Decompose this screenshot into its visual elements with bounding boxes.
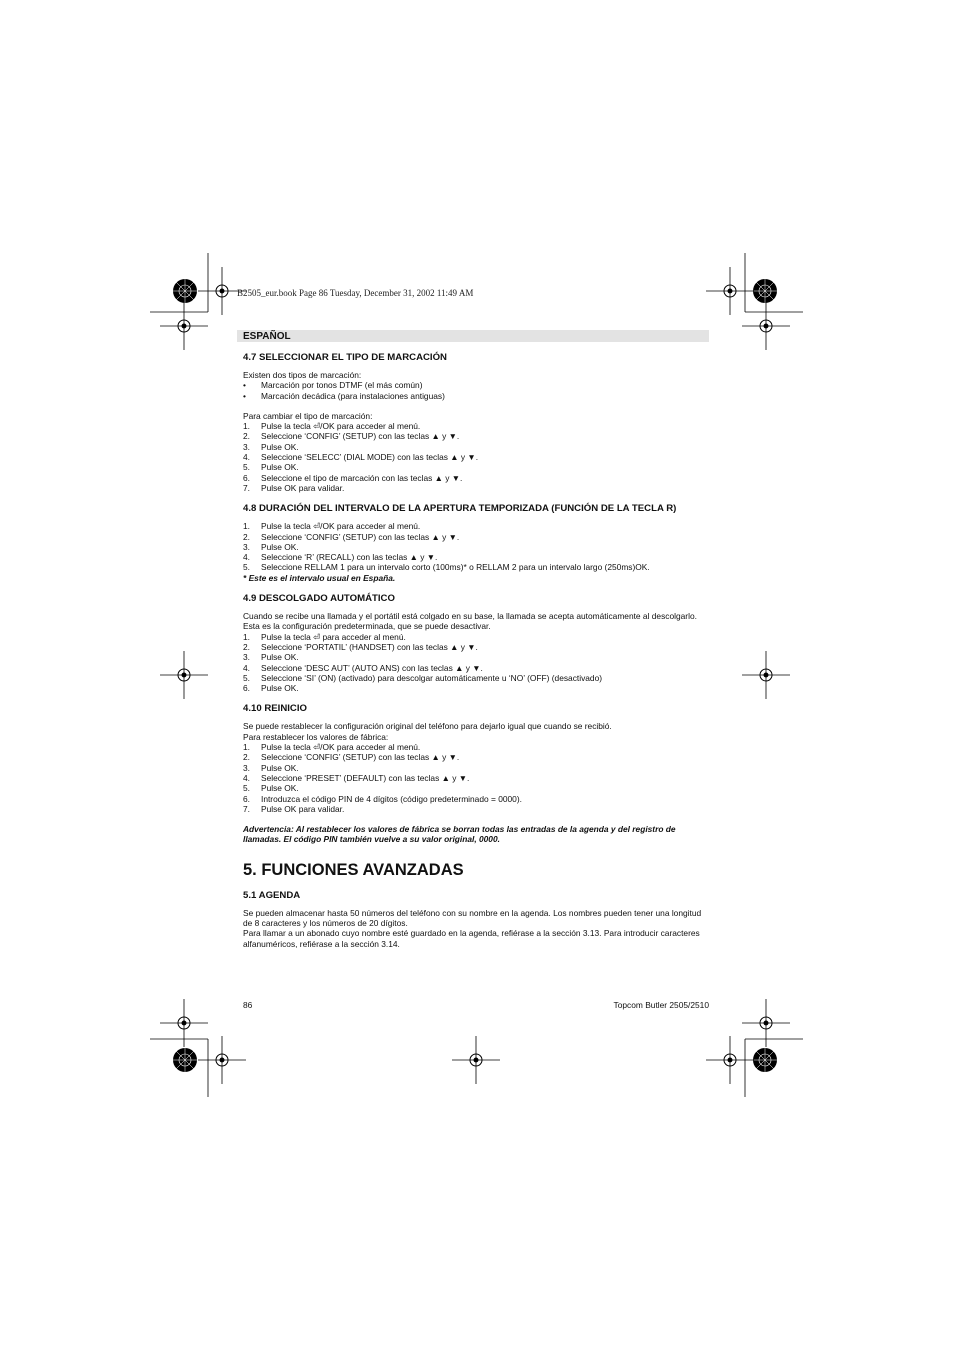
print-info-header: B2505_eur.book Page 86 Tuesday, December 31, 2002 11:49 AM bbox=[237, 288, 474, 298]
section-4-9-steps bbox=[243, 632, 709, 694]
crosshair-mark bbox=[160, 302, 208, 350]
crosshair-mark bbox=[198, 1036, 246, 1084]
section-5-1-para-1: Se pueden almacenar hasta 50 números del teléfono con su nombre en la agenda. Los nombres pueden tener una longitud de 8 caracteres y los números de 20 dígitos. bbox=[243, 907, 702, 928]
crosshair-mark bbox=[160, 651, 208, 699]
language-label: ESPAÑOL bbox=[243, 331, 291, 342]
product-name: Topcom Butler 2505/2510 bbox=[613, 1000, 709, 1010]
page-content bbox=[243, 352, 709, 949]
section-4-7-steps bbox=[243, 421, 709, 493]
section-4-7-intro: Existen dos tipos de marcación: bbox=[243, 370, 362, 380]
step-item: 6. Pulse OK. bbox=[243, 683, 299, 694]
step-item: 2. Seleccione ‘CONFIG’ (SETUP) con las teclas ▲ y ▼. bbox=[243, 531, 460, 542]
step-item: 1. Pulse la tecla ⏎/OK para acceder al menú. bbox=[243, 421, 421, 432]
crosshair-mark bbox=[706, 1036, 754, 1084]
step-item: 1. Pulse la tecla ⏎/OK para acceder al menú. bbox=[243, 742, 421, 753]
step-item: 7. Pulse OK para validar. bbox=[243, 482, 345, 493]
step-item: 7. Pulse OK para validar. bbox=[243, 803, 345, 814]
star-mark-top-left bbox=[173, 279, 197, 303]
crosshair-mark bbox=[452, 1036, 500, 1084]
star-mark-bottom-right bbox=[753, 1048, 777, 1072]
list-item: • Marcación decádica (para instalaciones antiguas) bbox=[243, 390, 445, 401]
chapter-5-title: 5. FUNCIONES AVANZADAS bbox=[243, 860, 464, 879]
section-4-7-title: 4.7 SELECCIONAR EL TIPO DE MARCACIÓN bbox=[243, 352, 447, 363]
step-item: 5. Seleccione RELLAM 1 para un intervalo corto (100ms)* o RELLAM 2 para un intervalo largo (250ms)OK. bbox=[243, 562, 650, 573]
step-item: 3. Pulse OK. bbox=[243, 652, 299, 663]
step-item: 5. Pulse OK. bbox=[243, 783, 299, 794]
step-item: 3. Pulse OK. bbox=[243, 541, 299, 552]
step-item: 5. Seleccione ‘SI’ (ON) (activado) para descolgar automáticamente u ‘NO’ (OFF) (desactivado) bbox=[243, 672, 603, 683]
step-item: 2. Seleccione ‘CONFIG’ (SETUP) con las teclas ▲ y ▼. bbox=[243, 752, 460, 763]
section-4-10-lead: Para restablecer los valores de fábrica: bbox=[243, 731, 389, 742]
star-mark-top-right bbox=[753, 279, 777, 303]
dial-type-list bbox=[243, 380, 709, 401]
crosshair-mark bbox=[742, 999, 790, 1047]
page-number: 86 bbox=[243, 1000, 253, 1010]
section-4-10-title: 4.10 REINICIO bbox=[243, 703, 307, 715]
step-item: 4. Seleccione ‘PRESET’ (DEFAULT) con las teclas ▲ y ▼. bbox=[243, 772, 470, 783]
step-item: 3. Pulse OK. bbox=[243, 441, 299, 452]
step-item: 4. Seleccione ‘DESC AUT’ (AUTO ANS) con las teclas ▲ y ▼. bbox=[243, 662, 483, 673]
section-5-1-para-2: Para llamar a un abonado cuyo nombre esté guardado en la agenda, refiérase a la sección 3.13. Para introducir caracteres alfanuméricos, refiérase a la sección 3.14. bbox=[243, 928, 700, 949]
section-4-8-note: * Este es el intervalo usual en España. bbox=[243, 572, 396, 583]
crosshair-mark bbox=[706, 267, 754, 315]
section-4-10-intro: Se puede restablecer la configuración original del teléfono para dejarlo igual que cuando se recibió. bbox=[243, 721, 612, 732]
section-4-8-steps bbox=[243, 521, 709, 572]
list-item: • Marcación por tonos DTMF (el más común) bbox=[243, 380, 423, 391]
section-4-10-steps bbox=[243, 742, 709, 814]
step-item: 1. Pulse la tecla ⏎ para acceder al menú. bbox=[243, 631, 406, 642]
step-item: 4. Seleccione ‘R’ (RECALL) con las teclas ▲ y ▼. bbox=[243, 552, 438, 563]
reset-warning: Advertencia: Al restablecer los valores de fábrica se borran todas las entradas de la agenda y del registro de llamadas. El código PIN también vuelve a su valor original, 0000. bbox=[243, 824, 676, 845]
crosshair-mark bbox=[742, 651, 790, 699]
crosshair-mark bbox=[742, 302, 790, 350]
section-4-7-lead: Para cambiar el tipo de marcación: bbox=[243, 410, 373, 421]
crosshair-mark bbox=[160, 999, 208, 1047]
step-item: 2. Seleccione ‘PORTATIL’ (HANDSET) con las teclas ▲ y ▼. bbox=[243, 641, 478, 652]
section-4-9-intro: Cuando se recibe una llamada y el portátil está colgado en su base, la llamada se acepta automáticamente al descolgarlo. Esta es la configuración predeterminada, que se puede desactivar. bbox=[243, 611, 697, 632]
step-item: 1. Pulse la tecla ⏎/OK para acceder al menú. bbox=[243, 521, 421, 532]
step-item: 6. Introduzca el código PIN de 4 dígitos (código predeterminado = 0000). bbox=[243, 793, 522, 804]
step-item: 3. Pulse OK. bbox=[243, 762, 299, 773]
language-bar bbox=[237, 330, 709, 342]
section-4-9-title: 4.9 DESCOLGADO AUTOMÁTICO bbox=[243, 593, 395, 605]
step-item: 2. Seleccione ‘CONFIG’ (SETUP) con las teclas ▲ y ▼. bbox=[243, 431, 460, 442]
section-4-8-title: 4.8 DURACIÓN DEL INTERVALO DE LA APERTURA TEMPORIZADA (FUNCIÓN DE LA TECLA R) bbox=[243, 503, 677, 515]
section-5-1-title: 5.1 AGENDA bbox=[243, 889, 301, 901]
step-item: 4. Seleccione ‘SELECC’ (DIAL MODE) con las teclas ▲ y ▼. bbox=[243, 452, 479, 463]
step-item: 5. Pulse OK. bbox=[243, 462, 299, 473]
star-mark-bottom-left bbox=[173, 1048, 197, 1072]
step-item: 6. Seleccione el tipo de marcación con las teclas ▲ y ▼. bbox=[243, 472, 463, 483]
